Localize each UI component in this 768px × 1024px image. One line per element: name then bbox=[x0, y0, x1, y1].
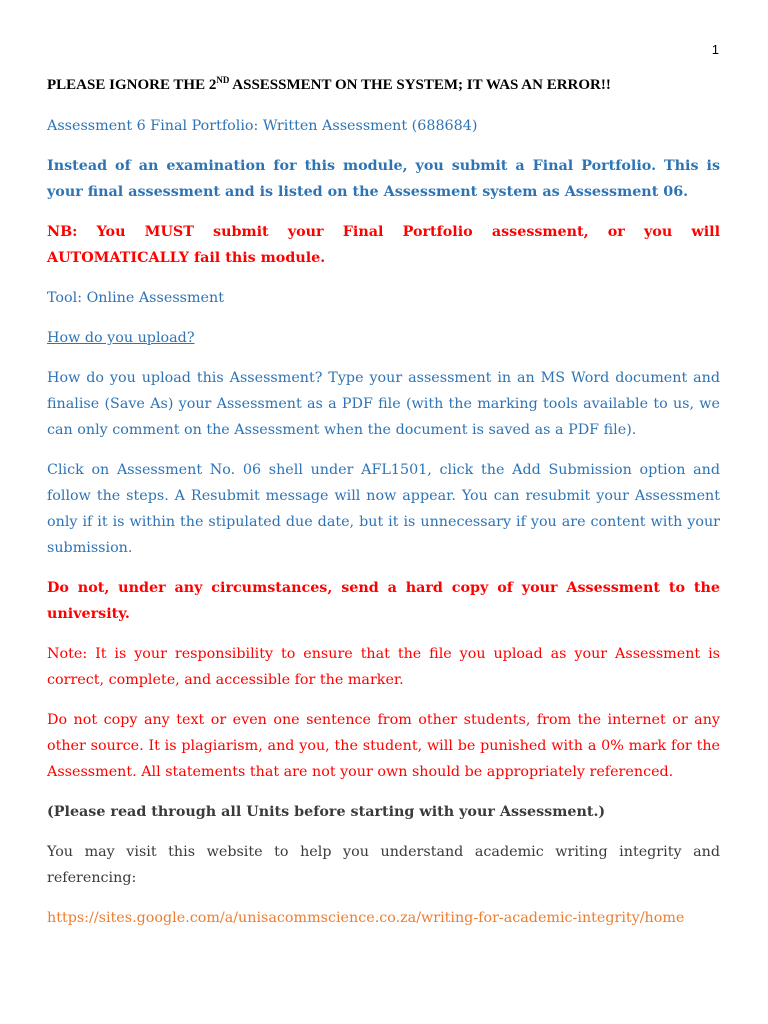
page-number: 1 bbox=[711, 42, 719, 57]
responsibility-note: Note: It is your responsibility to ensure that the file you upload as your Assessment is correct, complete, and accessible for the marker. bbox=[47, 646, 720, 688]
heading-part-1: PLEASE IGNORE THE 2 bbox=[47, 77, 217, 93]
nb-warning: NB: You MUST submit your Final Portfolio assessment, or you will AUTOMATICALLY fail this module. bbox=[47, 224, 720, 266]
upload-subheading: How do you upload? bbox=[47, 330, 195, 346]
read-units-note: (Please read through all Units before starting with your Assessment.) bbox=[47, 804, 606, 820]
upload-instructions: How do you upload this Assessment? Type your assessment in an MS Word document and finalise (Save As) your Assessment as a PDF file (with the marking tools available to us, we can only comment on the Assessment when the document is saved as a PDF file). bbox=[47, 370, 720, 438]
heading-part-2: ASSESSMENT ON THE SYSTEM; IT WAS AN ERROR!! bbox=[229, 77, 611, 93]
heading-superscript: ND bbox=[216, 75, 230, 85]
tool-line: Tool: Online Assessment bbox=[47, 290, 224, 306]
website-link[interactable]: https://sites.google.com/a/unisacommscience.co.za/writing-for-academic-integrity/home bbox=[47, 910, 685, 926]
document-body bbox=[47, 72, 720, 945]
portfolio-intro: Instead of an examination for this module, you submit a Final Portfolio. This is your final assessment and is listed on the Assessment system as Assessment 06. bbox=[47, 158, 720, 200]
website-intro: You may visit this website to help you understand academic writing integrity and referencing: bbox=[47, 844, 720, 886]
submission-steps: Click on Assessment No. 06 shell under AFL1501, click the Add Submission option and follow the steps. A Resubmit message will now appear. You can resubmit your Assessment only if it is within the stipulated due date, but it is unnecessary if you are content with your submission. bbox=[47, 462, 720, 556]
error-notice-heading bbox=[47, 72, 720, 98]
plagiarism-warning: Do not copy any text or even one sentence from other students, from the internet or any other source. It is plagiarism, and you, the student, will be punished with a 0% mark for the Assessment. All statements that are not your own should be appropriately referenced. bbox=[47, 712, 720, 780]
hard-copy-warning: Do not, under any circumstances, send a hard copy of your Assessment to the university. bbox=[47, 580, 720, 622]
assessment-title: Assessment 6 Final Portfolio: Written Assessment (688684) bbox=[47, 118, 478, 134]
